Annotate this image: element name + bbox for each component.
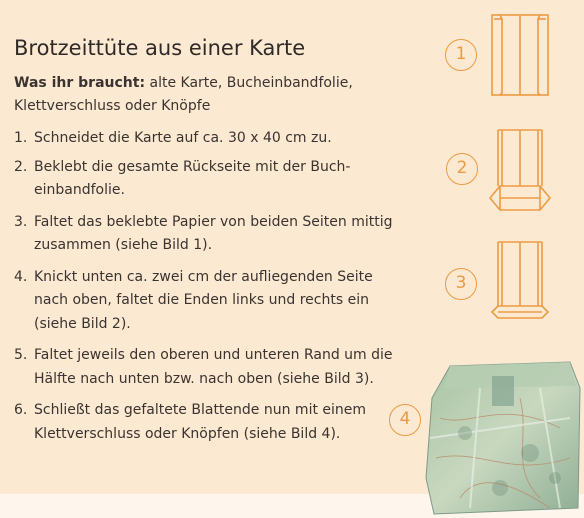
step-number: 5.: [14, 347, 28, 363]
step-text: Schneidet die Karte auf ca. 30 x 40 cm zu.: [34, 130, 332, 146]
materials-paragraph: [14, 72, 394, 118]
step-number: 6.: [14, 402, 28, 418]
step-number: 2.: [14, 158, 28, 175]
step-number: 1.: [14, 130, 28, 146]
step-item: [14, 344, 434, 391]
steps-list: [14, 127, 434, 446]
folded-paper-step3-icon: [490, 240, 550, 324]
figure-number-badge: 4: [389, 404, 421, 436]
step-text: Knickt unten ca. zwei cm der aufliegenden Seite nach oben, faltet die Enden links und rechts ein (siehe Bild 2).: [34, 268, 373, 332]
step-item: [14, 266, 434, 337]
step-text: Faltet das beklebte Papier von beiden Seiten mittig zusammen (siehe Bild 1).: [34, 213, 393, 253]
step-item: [14, 399, 434, 446]
map-bag-photo: [420, 358, 584, 518]
step-text: Schließt das gefaltete Blattende nun mit einem Klettverschluss oder Knöpfen (siehe Bild 4).: [34, 402, 367, 442]
step-number: 4.: [14, 268, 28, 285]
step-text: Faltet jeweils den oberen und unteren Rand um die Hälfte nach unten bzw. nach oben (siehe Bild 3).: [34, 347, 393, 387]
step-item: [14, 211, 434, 258]
step-text: Beklebt die gesamte Rückseite mit der Buch-einbandfolie.: [34, 158, 351, 198]
page-title: Brotzeittüte aus einer Karte: [14, 36, 306, 60]
folded-paper-step2-icon: [488, 128, 552, 214]
step-item: [14, 156, 434, 203]
figure-number-badge: 2: [446, 153, 478, 185]
step-number: 3.: [14, 213, 28, 230]
materials-label: Was ihr braucht:: [14, 75, 146, 91]
materials-text: alte Karte, Bucheinbandfolie, Klettverschluss oder Knöpfe: [14, 75, 353, 114]
figure-number-badge: 3: [445, 268, 477, 300]
folded-paper-step1-icon: [490, 13, 550, 97]
step-item: [14, 127, 434, 151]
figure-number-badge: 1: [445, 39, 477, 71]
